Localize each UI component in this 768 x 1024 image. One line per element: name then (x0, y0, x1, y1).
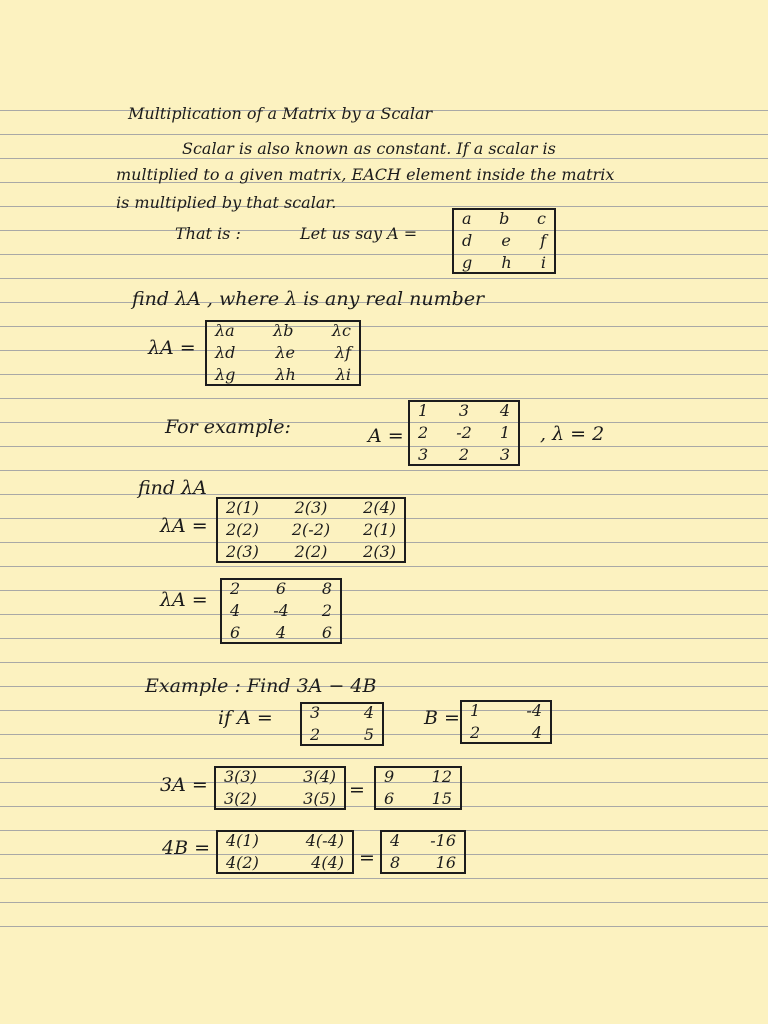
matrix-cell: λb (273, 321, 294, 340)
matrix-row (410, 422, 518, 444)
matrix-cell: 3(5) (303, 789, 336, 808)
matrix-row (454, 252, 554, 274)
matrix-cell: 8 (321, 579, 332, 598)
matrix-cell: g (462, 253, 473, 272)
paper-top-margin (0, 0, 768, 88)
matrix-row (462, 722, 550, 744)
matrix-example1-step (216, 497, 406, 563)
matrix-cell: 4 (230, 601, 241, 620)
matrix-cell: -4 (526, 701, 542, 720)
matrix-cell: 1 (470, 701, 481, 720)
matrix-row (222, 622, 340, 644)
matrix-cell: 2(1) (363, 520, 396, 539)
matrix-row (222, 578, 340, 600)
matrix-cell: i (540, 253, 546, 272)
matrix-cell: 2 (321, 601, 332, 620)
threeA-label: 3A = (160, 774, 208, 796)
matrix-cell: 2 (230, 579, 241, 598)
equals-sign: = (349, 779, 365, 801)
matrix-row (218, 830, 352, 852)
matrix-cell: 2(-2) (291, 520, 331, 539)
matrix-row (454, 208, 554, 230)
matrix-row (222, 600, 340, 622)
matrix-cell: 2 (418, 423, 429, 442)
matrix-cell: 3(3) (224, 767, 257, 786)
matrix-cell: -16 (430, 831, 456, 850)
matrix-cell: 2(3) (363, 542, 396, 561)
matrix-row (207, 320, 359, 342)
example2-A-label: if A = (218, 707, 273, 729)
matrix-cell: 3 (499, 445, 510, 464)
matrix-3A-step (214, 766, 346, 810)
matrix-cell: 6 (384, 789, 395, 808)
matrix-cell: 1 (499, 423, 510, 442)
lambda-a-step-label: λA = (160, 515, 208, 537)
matrix-cell: a (462, 209, 472, 228)
matrix-4B-result (380, 830, 466, 874)
matrix-example1-A (408, 400, 520, 466)
matrix-cell: 12 (431, 767, 452, 786)
matrix-cell: 2 (470, 723, 481, 742)
find-lambda-a-example: find λA (138, 477, 207, 499)
matrix-cell: 6 (321, 623, 332, 642)
matrix-cell: λc (331, 321, 351, 340)
lambda-a-label: λA = (148, 337, 196, 359)
matrix-cell: 4 (275, 623, 287, 642)
matrix-cell: 4(4) (311, 853, 344, 872)
matrix-row (410, 444, 518, 466)
matrix-cell: -2 (456, 423, 472, 442)
matrix-cell: λf (334, 343, 351, 362)
lambda-value-note: , λ = 2 (540, 423, 605, 445)
example2-heading: Example : Find 3A − 4B (145, 675, 377, 697)
example2-B-label: B = (424, 707, 460, 729)
matrix-4B-step (216, 830, 354, 874)
that-is-label: That is : (175, 224, 241, 243)
matrix-row (218, 497, 404, 519)
matrix-cell: 4(1) (226, 831, 259, 850)
matrix-cell: 3 (310, 703, 321, 722)
matrix-cell: λd (215, 343, 236, 362)
matrix-cell: -4 (273, 601, 289, 620)
intro-line-3: is multiplied by that scalar. (116, 193, 337, 212)
matrix-row (207, 364, 359, 386)
matrix-cell: 2(1) (226, 498, 259, 517)
matrix-example2-A (300, 702, 384, 746)
matrix-row (376, 766, 460, 788)
matrix-cell: 3(4) (303, 767, 336, 786)
find-lambda-a-prompt: find λA , where λ is any real number (132, 288, 485, 310)
matrix-cell: 6 (230, 623, 241, 642)
matrix-row (218, 541, 404, 563)
matrix-cell: d (462, 231, 473, 250)
matrix-3A-result (374, 766, 462, 810)
paper-bottom-margin (0, 936, 768, 1024)
matrix-row (454, 230, 554, 252)
matrix-cell: 3 (458, 401, 470, 420)
matrix-cell: 3(2) (224, 789, 257, 808)
matrix-row (216, 766, 344, 788)
matrix-cell: 9 (384, 767, 395, 786)
matrix-cell: 16 (435, 853, 456, 872)
matrix-cell: c (537, 209, 546, 228)
matrix-cell: f (540, 231, 546, 250)
matrix-row (382, 830, 464, 852)
matrix-cell: 15 (431, 789, 452, 808)
matrix-row (462, 700, 550, 722)
matrix-cell: 1 (418, 401, 429, 420)
matrix-cell: 4 (499, 401, 510, 420)
matrix-cell: b (499, 209, 510, 228)
matrix-A-generic (452, 208, 556, 274)
fourB-label: 4B = (162, 837, 211, 859)
matrix-row (302, 724, 382, 746)
matrix-cell: 2 (310, 725, 321, 744)
matrix-row (410, 400, 518, 422)
matrix-cell: 4 (390, 831, 401, 850)
matrix-row (207, 342, 359, 364)
matrix-cell: 4(-4) (305, 831, 344, 850)
matrix-example2-B (460, 700, 552, 744)
equals-sign: = (359, 847, 375, 869)
matrix-cell: 4 (531, 723, 542, 742)
matrix-cell: λh (275, 365, 296, 384)
example1-A-label: A = (368, 425, 404, 447)
let-us-say-label: Let us say A = (300, 224, 418, 243)
intro-line-1: Scalar is also known as constant. If a scalar is (182, 139, 556, 158)
matrix-cell: 5 (363, 725, 374, 744)
matrix-cell: λa (215, 321, 235, 340)
matrix-lambda-A (205, 320, 361, 386)
matrix-cell: 6 (275, 579, 287, 598)
matrix-row (218, 519, 404, 541)
matrix-cell: h (501, 253, 512, 272)
intro-line-2: multiplied to a given matrix, EACH element inside the matrix (116, 165, 615, 184)
matrix-example1-result (220, 578, 342, 644)
matrix-row (382, 852, 464, 874)
matrix-cell: λi (335, 365, 351, 384)
matrix-row (218, 852, 352, 874)
matrix-cell: 2(3) (294, 498, 328, 517)
matrix-cell: 2(4) (363, 498, 396, 517)
matrix-cell: e (501, 231, 511, 250)
lambda-a-result-label: λA = (160, 589, 208, 611)
matrix-cell: 3 (418, 445, 429, 464)
matrix-row (376, 788, 460, 810)
matrix-cell: λe (275, 343, 295, 362)
matrix-row (216, 788, 344, 810)
for-example-label: For example: (165, 416, 291, 438)
matrix-cell: 8 (390, 853, 401, 872)
matrix-cell: 4(2) (226, 853, 259, 872)
matrix-cell: 2 (458, 445, 470, 464)
matrix-cell: λg (215, 365, 236, 384)
matrix-row (302, 702, 382, 724)
matrix-cell: 2(2) (294, 542, 328, 561)
matrix-cell: 2(3) (226, 542, 259, 561)
page-title: Multiplication of a Matrix by a Scalar (128, 104, 433, 123)
matrix-cell: 2(2) (226, 520, 259, 539)
matrix-cell: 4 (363, 703, 374, 722)
